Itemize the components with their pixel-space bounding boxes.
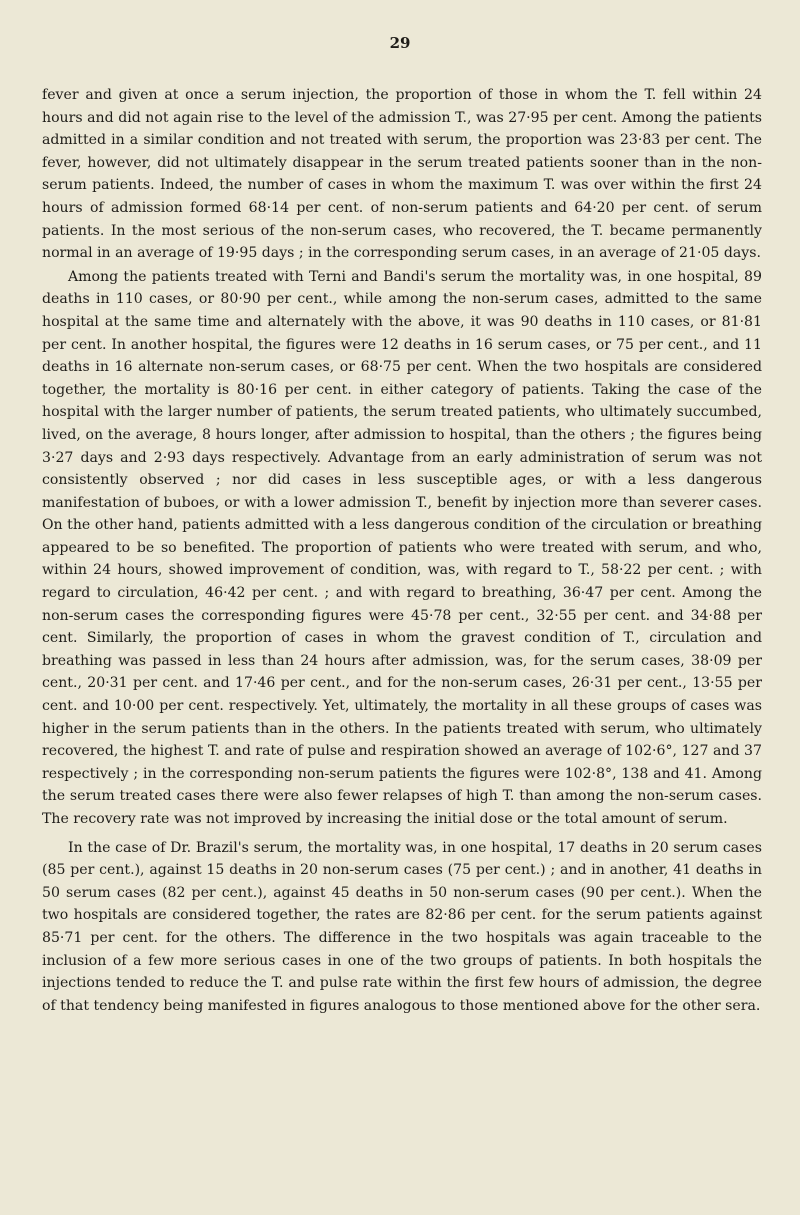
- paragraph-3: In the case of Dr. Brazil's serum, the mortality was, in one hospital, 17 deaths in 20 serum cases (85 per cent.), against 15 deaths in 20 non-serum cases (75 per cent.) ; and in another, 41 deaths in 50 serum cases (82 per cent.), against 45 deaths in 50 non-serum cases (90 per cent.). When the two hospitals are considered together, the rates are 82·86 per cent. for the serum patients against 85·71 per cent. for the others. The difference in the two hospitals was again traceable to the inclusion of a few more serious cases in one of the two groups of patients. In both hospitals the injections tended to reduce the T. and pulse rate within the first few hours of admission, the degree of that tendency being manifested in figures analogous to those mentioned above for the other sera.: [42, 839, 762, 1014]
- paragraph-2: Among the patients treated with Terni and Bandi's serum the mortality was, in one hospital, 89 deaths in 110 cases, or 80·90 per cent., while among the non-serum cases, admitted to the same hospital at the same time and alternately with the above, it was 90 deaths in 110 cases, or 81·81 per cent. In another hospital, the figures were 12 deaths in 16 serum cases, or 75 per cent., and 11 deaths in 16 alternate non-serum cases, or 68·75 per cent. When the two hospitals are considered together, the mortality is 80·16 per cent. in either category of patients. Taking the case of the hospital with the larger number of patients, the serum treated patients, who ultimately succumbed, lived, on the average, 8 hours longer, after admission to hospital, than the others ; the figures being 3·27 days and 2·93 days respectively. Advantage from an early administration of serum was not consistently observed ; nor did cases in less susceptible ages, or with a less dangerous manifestation of buboes, or with a lower admission T., benefit by injection more than severer cases. On the other hand, patients admitted with a less dangerous condition of the circulation or breathing appeared to be so benefited. The proportion of patients who were treated with serum, and who, within 24 hours, showed improvement of condition, was, with regard to T., 58·22 per cent. ; with regard to circulation, 46·42 per cent. ; and with regard to breathing, 36·47 per cent. Among the non-serum cases the corresponding figures were 45·78 per cent., 32·55 per cent. and 34·88 per cent. Similarly, the proportion of cases in whom the gravest condition of T., circulation and breathing was passed in less than 24 hours after admission, was, for the serum cases, 38·09 per cent., 20·31 per cent. and 17·46 per cent., and for the non-serum cases, 26·31 per cent., 13·55 per cent. and 10·00 per cent. respectively. Yet, ultimately, the mortality in all these groups of cases was higher in the serum patients than in the others. In the patients treated with serum, who ultimately recovered, the highest T. and rate of pulse and respiration showed an average of 102·6°, 127 and 37 respectively ; in the corresponding non-serum patients the figures were 102·8°, 138 and 41. Among the serum treated cases there were also fewer relapses of high T. than among the non-serum cases. The recovery rate was not improved by increasing the initial dose or the total amount of serum.: [42, 268, 762, 827]
- page-number: 29: [389, 34, 411, 52]
- paragraph-1: fever and given at once a serum injection, the proportion of those in whom the T. fell within 24 hours and did not again rise to the level of the admission T., was 27·95 per cent. Among the patients admitted in a similar condition and not treated with serum, the proportion was 23·83 per cent. The fever, however, did not ultimately disappear in the serum treated patients sooner than in the non-serum patients. Indeed, the number of cases in whom the maximum T. was over within the first 24 hours of admission formed 68·14 per cent. of non-serum patients and 64·20 per cent. of serum patients. In the most serious of the non-serum cases, who recovered, the T. became permanently normal in an average of 19·95 days ; in the corresponding serum cases, in an average of 21·05 days.: [42, 87, 762, 262]
